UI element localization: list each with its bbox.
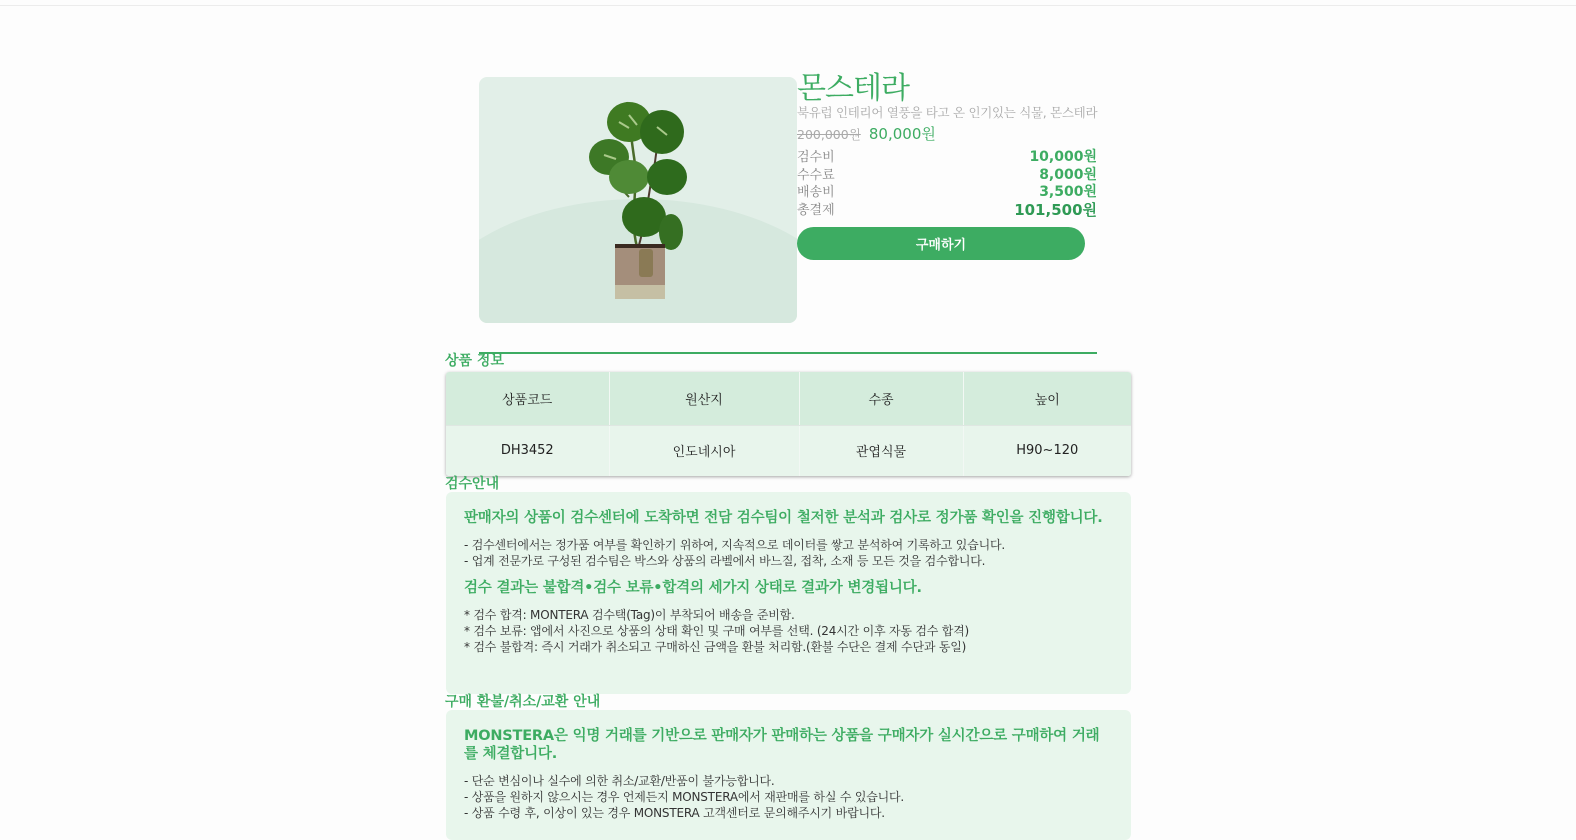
- original-price: 200,000원: [797, 127, 861, 142]
- product-spec-table: [446, 372, 1131, 476]
- header-product-code: 상품코드: [446, 372, 609, 425]
- cell-species: 관엽식물: [799, 425, 963, 476]
- fee-label: 배송비: [797, 185, 835, 200]
- header-height: 높이: [963, 372, 1131, 425]
- product-info-panel: [797, 72, 1097, 260]
- sale-price: 80,000원: [868, 125, 936, 143]
- price-row: [797, 125, 1097, 144]
- inspection-line: - 검수센터에서는 정가품 여부를 확인하기 위하여, 지속적으로 데이터를 쌓고 분석하여 기록하고 있습니다.: [464, 538, 1005, 552]
- cell-origin: 인도네시아: [609, 425, 799, 476]
- inspection-results: [464, 607, 1113, 655]
- fee-row-commission: [797, 167, 1097, 185]
- result-pass: * 검수 합격: MONTERA 검수택(Tag)이 부착되어 배송을 준비함.: [464, 608, 795, 622]
- fee-label: 수수료: [797, 167, 835, 183]
- inspection-lines: [464, 537, 1113, 569]
- header-species: 수종: [799, 372, 963, 425]
- fee-value: 3,500원: [1039, 184, 1097, 200]
- fee-list: [797, 149, 1097, 219]
- table-header-row: [446, 372, 1131, 425]
- fee-row-total: [797, 202, 1097, 220]
- refund-lines: [464, 773, 1113, 821]
- header-origin: 원산지: [609, 372, 799, 425]
- inspection-panel: [446, 492, 1131, 694]
- result-fail: * 검수 불합격: 즉시 거래가 취소되고 구매하신 금액을 환불 처리함.(환불 수단은 결제 수단과 동일): [464, 640, 967, 654]
- buy-button[interactable]: 구매하기: [797, 227, 1085, 260]
- fee-label: 검수비: [797, 150, 835, 165]
- product-info-title: 상품 정보: [445, 353, 504, 369]
- cell-height: H90~120: [963, 425, 1131, 476]
- refund-line: - 상품 수령 후, 이상이 있는 경우 MONSTERA 고객센터로 문의해주시기 바랍니다.: [464, 806, 885, 820]
- inspection-lead: 판매자의 상품이 검수센터에 도착하면 전담 검수팀이 철저한 분석과 검사로 정가품 확인을 진행합니다.: [464, 510, 1103, 526]
- fee-row-inspection: [797, 149, 1097, 167]
- top-bar: [0, 0, 1576, 6]
- inspection-line: - 업계 전문가로 구성된 검수팀은 박스와 상품의 라벨에서 바느질, 접착, 소재 등 모든 것을 검수합니다.: [464, 554, 986, 568]
- inspection-title: 검수안내: [445, 476, 500, 492]
- fee-value: 10,000원: [1029, 149, 1097, 165]
- product-image: [479, 77, 797, 323]
- cell-product-code: DH3452: [446, 425, 609, 476]
- refund-lead: MONSTERA은 익명 거래를 기반으로 판매자가 판매하는 상품을 구매자가 실시간으로 구매하여 거래를 체결합니다.: [464, 728, 1100, 762]
- refund-line: - 단순 변심이나 실수에 의한 취소/교환/반품이 불가능합니다.: [464, 774, 775, 788]
- section-divider: [479, 352, 1097, 354]
- product-name: 몬스테라: [797, 71, 909, 106]
- refund-title: 구매 환불/취소/교환 안내: [445, 694, 601, 710]
- refund-panel: [446, 710, 1131, 840]
- total-price: 101,500원: [1014, 200, 1097, 219]
- table-row: [446, 425, 1131, 476]
- product-description: 북유럽 인테리어 열풍을 타고 온 인기있는 식물, 몬스테라: [797, 105, 1098, 120]
- fee-label: 총결제: [797, 202, 835, 218]
- inspection-result-lead: 검수 결과는 불합격•검수 보류•합격의 세가지 상태로 결과가 변경됩니다.: [464, 580, 922, 596]
- fee-row-shipping: [797, 184, 1097, 202]
- refund-line: - 상품을 원하지 않으시는 경우 언제든지 MONSTERA에서 재판매를 하실 수 있습니다.: [464, 790, 905, 804]
- fee-value: 8,000원: [1039, 166, 1097, 183]
- result-hold: * 검수 보류: 앱에서 사진으로 상품의 상태 확인 및 구매 여부를 선택. (24시간 이후 자동 검수 합격): [464, 624, 970, 638]
- monstera-plant-icon: [479, 77, 797, 323]
